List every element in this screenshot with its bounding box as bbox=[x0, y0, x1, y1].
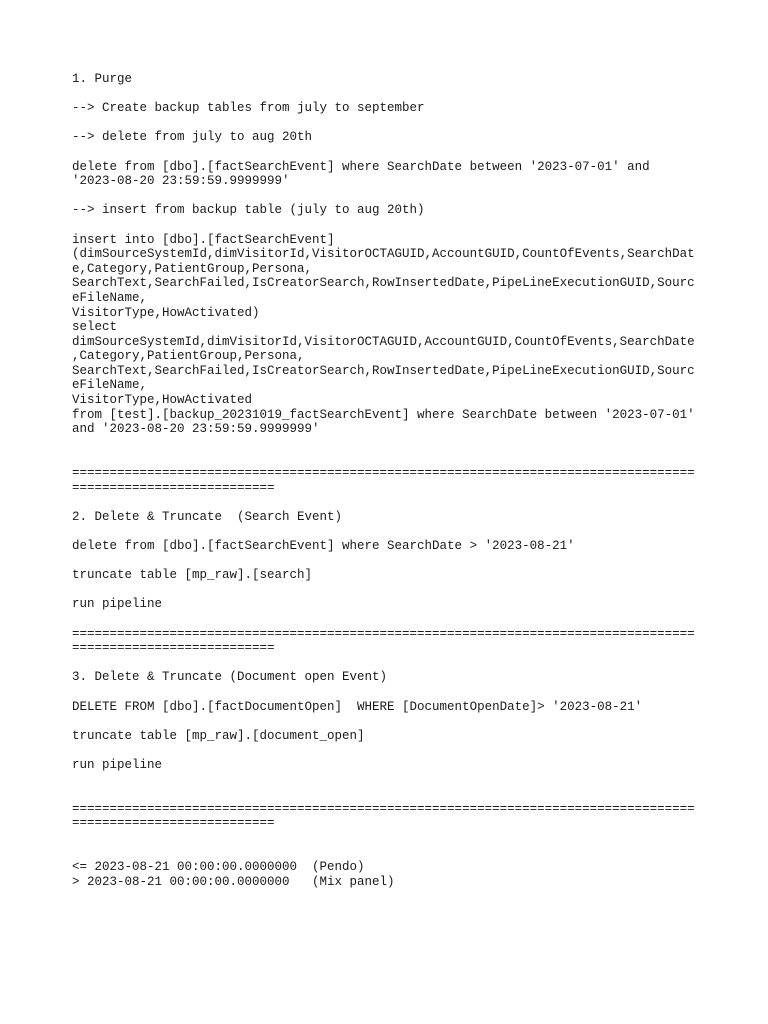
text-line: =========================== bbox=[72, 816, 275, 831]
text-line: <= 2023-08-21 00:00:00.0000000 (Pendo) bbox=[72, 860, 365, 875]
blank-line bbox=[72, 451, 712, 466]
text-line: VisitorType,HowActivated bbox=[72, 393, 253, 408]
text-line: =================================================================================== bbox=[72, 466, 695, 481]
text-line: DELETE FROM [dbo].[factDocumentOpen] WHERE [DocumentOpenDate]> '2023-08-21' bbox=[72, 699, 643, 714]
text-line: truncate table [mp_raw].[document_open] bbox=[72, 728, 365, 743]
blank-line bbox=[72, 554, 712, 569]
text-line: run pipeline bbox=[72, 757, 163, 772]
blank-line bbox=[72, 831, 712, 846]
text-line: delete from [dbo].[factSearchEvent] where SearchDate between '2023-07-01' and bbox=[72, 159, 650, 174]
text-line: e,Category,PatientGroup,Persona, bbox=[72, 261, 313, 276]
text-line: 3. Delete & Truncate (Document open Event) bbox=[72, 670, 388, 685]
blank-line bbox=[72, 714, 712, 729]
text-line: =========================== bbox=[72, 480, 275, 495]
document-body bbox=[72, 72, 712, 889]
text-line: from [test].[backup_20231019_factSearchEvent] where SearchDate between '2023-07-01' bbox=[72, 407, 695, 422]
blank-line bbox=[72, 773, 712, 788]
text-line: and '2023-08-20 23:59:59.9999999' bbox=[72, 422, 320, 437]
text-line: eFileName, bbox=[72, 378, 148, 393]
blank-line bbox=[72, 87, 712, 102]
blank-line bbox=[72, 612, 712, 627]
blank-line bbox=[72, 583, 712, 598]
blank-line bbox=[72, 495, 712, 510]
blank-line bbox=[72, 189, 712, 204]
text-line: --> Create backup tables from july to september bbox=[72, 101, 425, 116]
text-line: ,Category,PatientGroup,Persona, bbox=[72, 349, 305, 364]
text-line: 2. Delete & Truncate (Search Event) bbox=[72, 509, 343, 524]
text-line: SearchText,SearchFailed,IsCreatorSearch,RowInsertedDate,PipeLineExecutionGUID,Sourc bbox=[72, 363, 695, 378]
text-line: SearchText,SearchFailed,IsCreatorSearch,RowInsertedDate,PipeLineExecutionGUID,Sourc bbox=[72, 276, 695, 291]
blank-line bbox=[72, 116, 712, 131]
text-line: insert into [dbo].[factSearchEvent] bbox=[72, 232, 335, 247]
text-line: truncate table [mp_raw].[search] bbox=[72, 568, 313, 583]
text-line: --> insert from backup table (july to aug 20th) bbox=[72, 203, 425, 218]
blank-line bbox=[72, 524, 712, 539]
text-line: run pipeline bbox=[72, 597, 163, 612]
blank-line bbox=[72, 437, 712, 452]
text-line: (dimSourceSystemId,dimVisitorId,VisitorOCTAGUID,AccountGUID,CountOfEvents,SearchDat bbox=[72, 247, 695, 262]
blank-line bbox=[72, 145, 712, 160]
blank-line bbox=[72, 218, 712, 233]
blank-line bbox=[72, 743, 712, 758]
text-line: --> delete from july to aug 20th bbox=[72, 130, 313, 145]
text-line: VisitorType,HowActivated) bbox=[72, 305, 260, 320]
text-line: 1. Purge bbox=[72, 72, 133, 86]
blank-line bbox=[72, 685, 712, 700]
text-line: =========================== bbox=[72, 641, 275, 656]
blank-line bbox=[72, 845, 712, 860]
blank-line bbox=[72, 656, 712, 671]
text-line: > 2023-08-21 00:00:00.0000000 (Mix panel) bbox=[72, 874, 395, 889]
text-line: '2023-08-20 23:59:59.9999999' bbox=[72, 174, 290, 189]
text-line: =================================================================================== bbox=[72, 801, 695, 816]
text-line: select bbox=[72, 320, 118, 335]
text-line: dimSourceSystemId,dimVisitorId,VisitorOCTAGUID,AccountGUID,CountOfEvents,SearchDate bbox=[72, 334, 695, 349]
text-line: delete from [dbo].[factSearchEvent] where SearchDate > '2023-08-21' bbox=[72, 539, 575, 553]
text-line: eFileName, bbox=[72, 290, 148, 305]
blank-line bbox=[72, 787, 712, 802]
text-line: =================================================================================== bbox=[72, 626, 695, 641]
